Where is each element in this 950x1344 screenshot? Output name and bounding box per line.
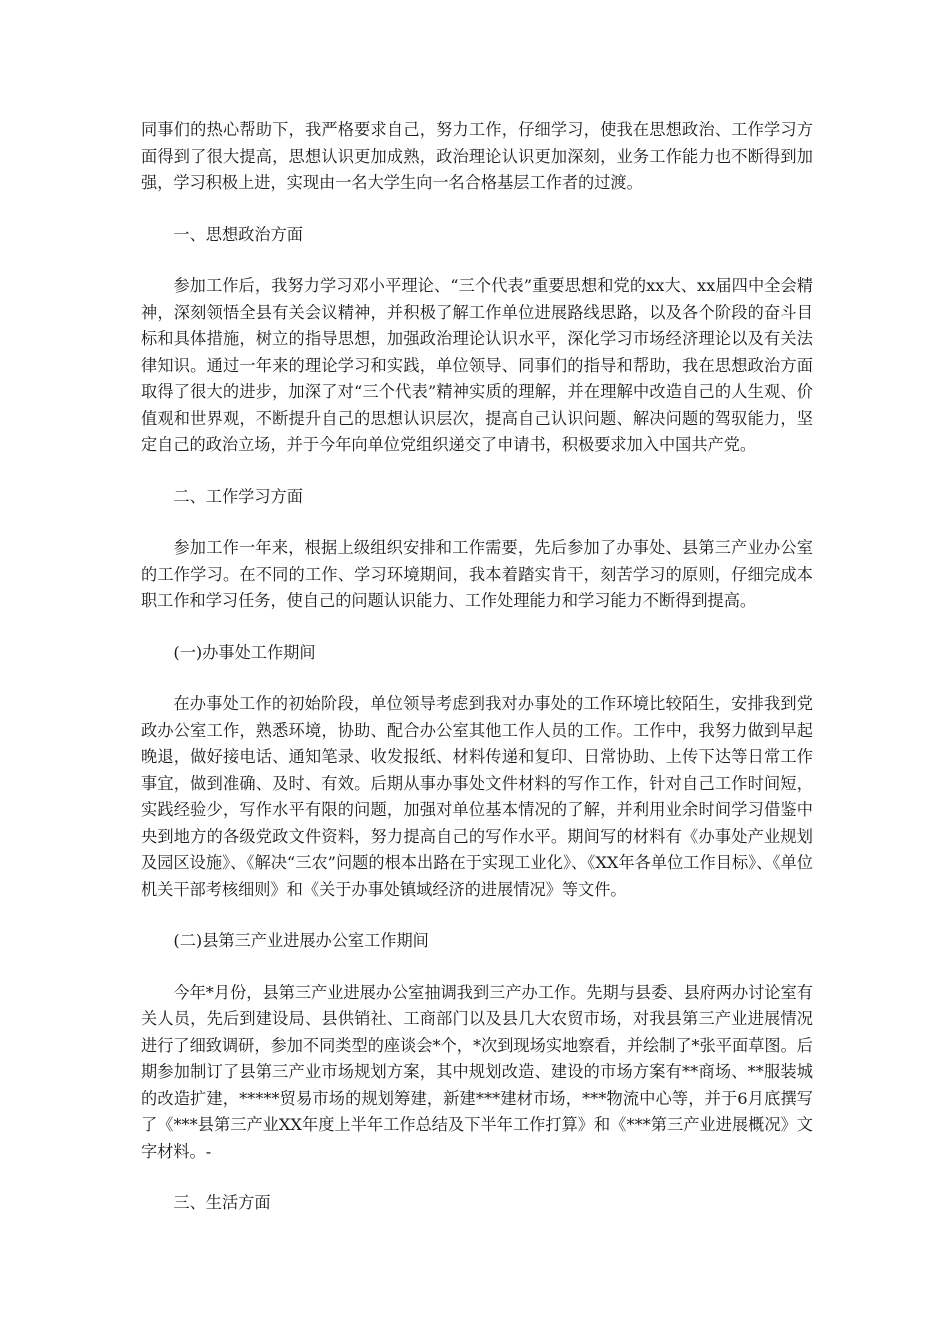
paragraph-tertiary: 今年*月份，县第三产业进展办公室抽调我到三产办工作。先期与县委、县府两办讨论室有关人员，先后到建设局、县供销社、工商部门以及县几大农贸市场，对我县第三产业进展情况进行了细致调研，参加不同类型的座谈会*个，*次到现场实地察看，并绘制了*张平面草图。后期参加制订了县第三产业市场规划方案，其中规划改造、建设的市场方案有**商场、**服装城的改造扩建，*****贸易市场的规划筹建，新建***建材市场，***物流中心等，并于6月底撰写了《***县第三产业XX年度上半年工作总结及下半年工作打算》和《***第三产业进展概况》文字材料。- [141, 982, 813, 1161]
intro-paragraph: 同事们的热心帮助下，我严格要求自己，努力工作，仔细学习，使我在思想政治、工作学习方面得到了很大提高，思想认识更加成熟，政治理论认识更加深刻，业务工作能力也不断得到加强，学习积极上进，实现由一名大学生向一名合格基层工作者的过渡。 [141, 120, 813, 192]
subsection-heading-office: (一)办事处工作期间 [173, 642, 316, 662]
paragraph-work-study: 参加工作一年来，根据上级组织安排和工作需要，先后参加了办事处、县第三产业办公室的工作学习。在不同的工作、学习环境期间，我本着踏实肯干，刻苦学习的原则，仔细完成本职工作和学习任务，使自己的问题认识能力、工作处理能力和学习能力不断得到提高。 [141, 538, 813, 610]
document-body [141, 117, 813, 1242]
paragraph-office: 在办事处工作的初始阶段，单位领导考虑到我对办事处的工作环境比较陌生，安排我到党政办公室工作，熟悉环境，协助、配合办公室其他工作人员的工作。工作中，我努力做到早起晚退，做好接电话、通知笔录、收发报纸、材料传递和复印、日常协助、上传下达等日常工作事宜，做到准确、及时、有效。后期从事办事处文件材料的写作工作，针对自己工作时间短，实践经验少，写作水平有限的问题，加强对单位基本情况的了解，并利用业余时间学习借鉴中央到地方的各级党政文件资料，努力提高自己的写作水平。期间写的材料有《办事处产业规划及园区设施》、《解决“三农”问题的根本出路在于实现工业化》、《XX年各单位工作目标》、《单位机关干部考核细则》和《关于办事处镇域经济的进展情况》等文件。 [141, 694, 813, 899]
paragraph-political: 参加工作后，我努力学习邓小平理论、“三个代表”重要思想和党的xx大、xx届四中全会精神，深刻领悟全县有关会议精神，并积极了解工作单位进展路线思路，以及各个阶段的奋斗目标和具体措施，树立的指导思想，加强政治理论认识水平，深化学习市场经济理论以及有关法律知识。通过一年来的理论学习和实践，单位领导、同事们的指导和帮助，我在思想政治方面取得了很大的进步，加深了对“三个代表”精神实质的理解，并在理解中改造自己的人生观、价值观和世界观，不断提升自己的思想认识层次，提高自己认识问题、解决问题的驾驭能力，坚定自己的政治立场，并于今年向单位党组织递交了申请书，积极要求加入中国共产党。 [141, 276, 813, 454]
section-heading-life: 三、生活方面 [173, 1193, 271, 1212]
section-heading-political: 一、思想政治方面 [173, 224, 303, 244]
subsection-heading-tertiary: (二)县第三产业进展办公室工作期间 [173, 931, 429, 950]
section-heading-work-study: 二、工作学习方面 [173, 486, 303, 506]
